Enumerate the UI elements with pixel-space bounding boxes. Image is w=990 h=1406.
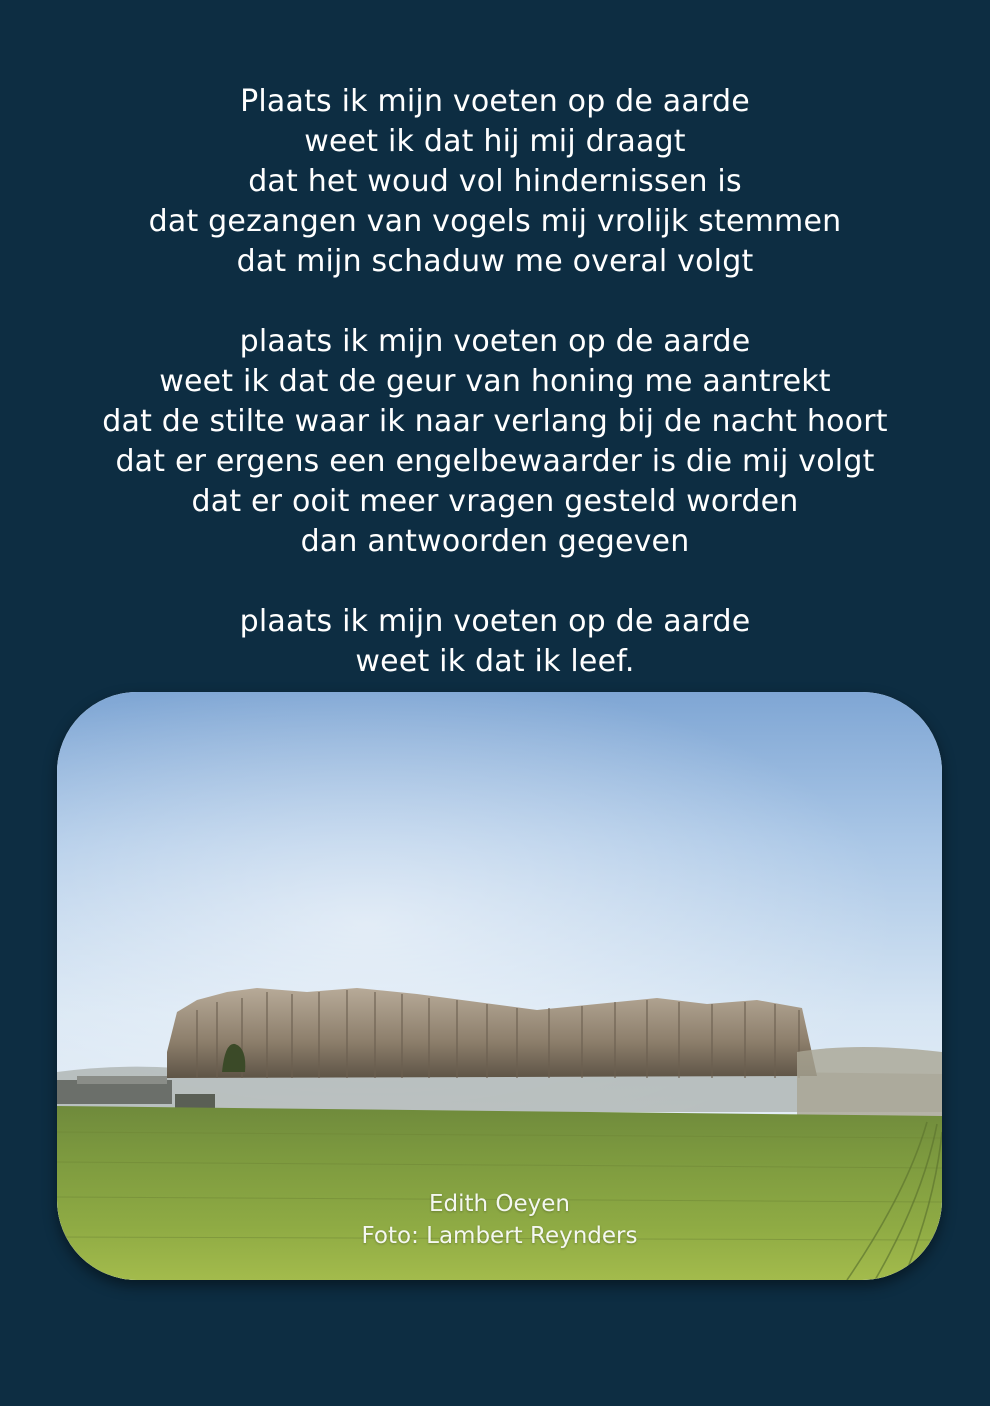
poem-stanza-1: [0, 82, 990, 282]
poem: [0, 82, 990, 722]
poem-line: dat mijn schaduw me overal volgt: [236, 244, 754, 279]
poem-line: weet ik dat de geur van honing me aantrekt: [159, 364, 831, 399]
photo-credit: Foto: Lambert Reynders: [361, 1223, 638, 1249]
poem-line: dat het woud vol hindernissen is: [248, 164, 742, 199]
poem-author: Edith Oeyen: [428, 1191, 571, 1217]
poem-line: plaats ik mijn voeten op de aarde: [239, 324, 751, 359]
poem-line: weet ik dat hij mij draagt: [304, 124, 686, 159]
poem-line: Plaats ik mijn voeten op de aarde: [240, 84, 750, 119]
poem-line: plaats ik mijn voeten op de aarde: [239, 604, 751, 639]
poem-line: dan antwoorden gegeven: [300, 524, 690, 559]
poem-stanza-2: [0, 322, 990, 562]
poem-line: dat de stilte waar ik naar verlang bij de nacht hoort: [102, 404, 888, 439]
poem-line: dat er ooit meer vragen gesteld worden: [191, 484, 799, 519]
poem-line: weet ik dat ik leef.: [355, 644, 635, 679]
poem-line: dat er ergens een engelbewaarder is die mij volgt: [115, 444, 875, 479]
poem-line: dat gezangen van vogels mij vrolijk stemmen: [148, 204, 842, 239]
photo-credits: [57, 1188, 942, 1252]
poem-stanza-3: [0, 602, 990, 682]
landscape-photo: [57, 692, 942, 1280]
